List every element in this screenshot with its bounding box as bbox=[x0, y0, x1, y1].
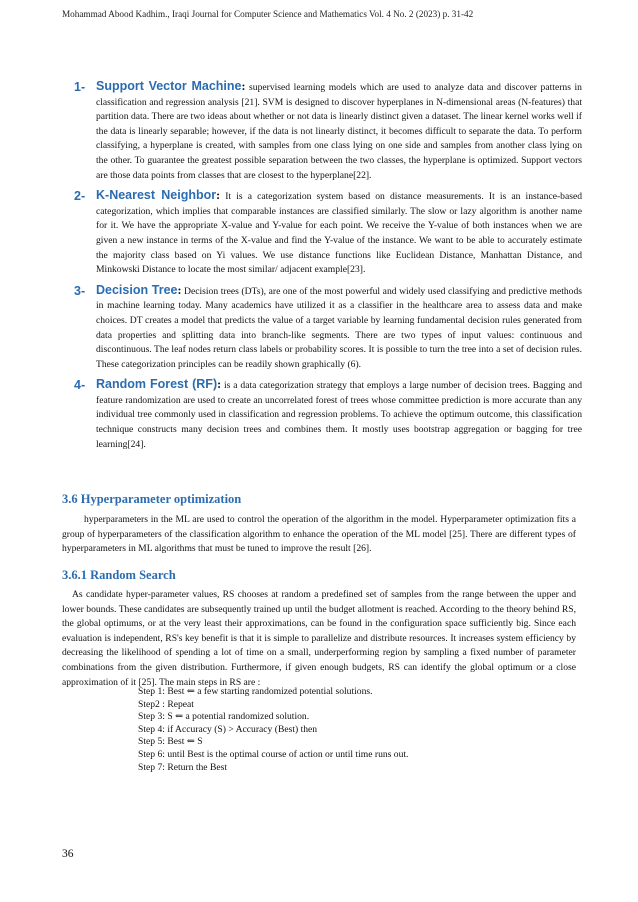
list-item bbox=[62, 377, 582, 452]
hyperparameter-paragraph: hyperparameters in the ML are used to control the operation of the algorithm in the model. Hyperparameter optimization fits a group of hyperparameters of the classification algorithm to enhance the operation of the ML model [25]. There are different types of hyperparameters in ML algorithms that must be tuned to improve the result [26]. bbox=[62, 514, 576, 555]
item-description: supervised learning models which are used to analyze data and discover patterns in classification and regression analysis [21]. SVM is designed to discover hyperplanes in N-dimensional areas (N-features) that partition data. There are two ideas about whether or not data is linearly distinct given a dataset. The linear kernel works well if the data is linearly separable; however, if the data is not linearly distinct, it becomes difficult to separate the data. To perform classifying, a hyperplane is created, with samples from one class lying on one side and samples from another class lying on the other. To guarantee the greatest possible separation between the two classes, the hyperplane is optimized. Support vectors are those data points from classes that are closest to the hyperplane[22]. bbox=[96, 82, 582, 181]
item-description: Decision trees (DTs), are one of the most powerful and widely used classifying and predictive methods in machine learning today. Many academics have utilized it as a classifier in the healthcare area to assess data and make choices. DT creates a model that predicts the value of a target variable by learning fundamental decision rules generated from data properties and splitting data into branch-like segments. There are two types of input values: continuous and discontinuous. The leaf nodes return class labels or probability scores. It is possible to turn the tree into a set of decision rules. These categorization principles can be readily shown graphically (6). bbox=[96, 285, 582, 370]
term-decision-tree: Decision Tree bbox=[96, 282, 178, 297]
term-colon: : bbox=[241, 79, 246, 93]
term-colon: : bbox=[177, 282, 182, 297]
rs-steps bbox=[138, 686, 408, 774]
page-number: 36 bbox=[62, 848, 74, 860]
step-line: Step 1: Best ⇐ a few starting randomized potential solutions. bbox=[138, 686, 373, 697]
term-svm: Support Vector Machine bbox=[96, 79, 242, 93]
list-item bbox=[62, 188, 582, 278]
section-heading-random-search: 3.6.1 Random Search bbox=[62, 568, 176, 582]
step-line: Step2 : Repeat bbox=[138, 698, 194, 710]
list-item-text bbox=[96, 377, 582, 452]
classifier-list bbox=[62, 79, 582, 457]
list-number: 3- bbox=[74, 283, 86, 298]
list-item bbox=[62, 283, 582, 373]
step-line: Step 5: Best ⇐ S bbox=[138, 736, 203, 748]
step-line: Step 3: S ⇐ a potential randomized solution. bbox=[138, 711, 310, 723]
list-item-text bbox=[96, 283, 582, 373]
term-knn: K-Nearest Neighbor bbox=[96, 188, 217, 203]
list-number: 2- bbox=[74, 189, 86, 204]
list-item-text bbox=[96, 188, 582, 278]
running-header: Mohammad Abood Kadhim., Iraqi Journal for Computer Science and Mathematics Vol. 4 No. 2 (2023) p. 31-42 bbox=[62, 9, 474, 19]
section-heading-hyperparameter: 3.6 Hyperparameter optimization bbox=[62, 492, 242, 506]
term-colon: : bbox=[216, 188, 221, 203]
list-item-text bbox=[96, 79, 582, 183]
item-description: It is a categorization system based on distance measurements. It is an instance-based categorization, which implies that comparable instances are classified similarly. The slow or lazy algorithm is another name for it. We have the appropriate X-value and Y-value for each point. We receive the Y-value of both instances when we are given a new instance in terms of the X-value and find the Y-value of the instance. We want to be able to accurately estimate the majority class based on Yi values. We use distance functions like Euclidean Distance, Manhattan Distance, and Minkowski Distance to locate the most similar/ adjacent example[23]. bbox=[96, 191, 582, 276]
list-number: 1- bbox=[74, 80, 86, 94]
list-item bbox=[62, 79, 582, 183]
item-description: is a data categorization strategy that employs a large number of decision trees. Bagging and feature randomization are used to create an uncorrelated forest of trees whose committee prediction is more accurate than any individual tree commonly used in classification and regression problems. To achieve the optimum outcome, this classification technique constructs many decision trees and combines them. It mostly uses bootstrap aggregation or bagging for tree learning[24]. bbox=[96, 380, 582, 450]
term-random-forest: Random Forest (RF) bbox=[96, 377, 218, 392]
term-colon: : bbox=[217, 377, 222, 392]
step-line: Step 7: Return the Best bbox=[138, 761, 227, 773]
random-search-paragraph: As candidate hyper-parameter values, RS chooses at random a predefined set of samples from the range between the upper and lower bounds. These candidates are subsequently trained up until the budget allotment is reached. According to the theory behind RS, the global optimums, or at the very least their approximations, can be found in the configuration space sufficiently big. Since each evaluation is independent, RS's key benefit is that it is simple to parallelize and distribute resources. It increases system efficiency by decreasing the likelihood of spending a lot of time on a small, underperforming region by sampling a fixed number of parameter combinations from the given distribution. Furthermore, if given enough budgets, RS can identify the global optimum or a close approximation of it [25]. The main steps in RS are : bbox=[62, 589, 576, 688]
step-line: Step 6: until Best is the optimal course of action or until time runs out. bbox=[138, 748, 409, 760]
list-number: 4- bbox=[74, 378, 86, 393]
step-line: Step 4: if Accuracy (S) > Accuracy (Best) then bbox=[138, 723, 318, 735]
